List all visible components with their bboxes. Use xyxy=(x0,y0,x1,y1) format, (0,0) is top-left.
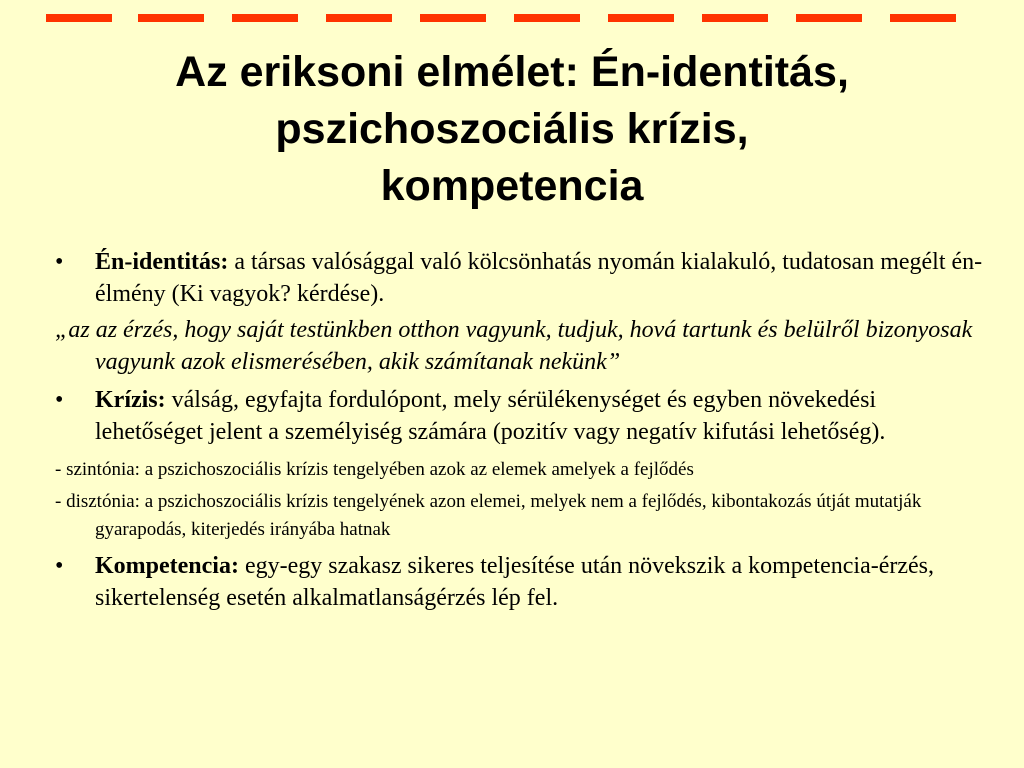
bullet-en-identitas xyxy=(55,246,985,310)
dash-1 xyxy=(46,14,112,22)
definition-krizis: válság, egyfajta fordulópont, mely sérülékenységet és egyben növekedési lehetőséget jelent a személyiség számára (pozitív vagy negatív kifutási lehetőség). xyxy=(95,387,886,445)
definition-en-identitas: a társas valósággal való kölcsönhatás nyomán kialakuló, tudatosan megélt én-élmény (Ki vagyok? kérdése). xyxy=(95,249,983,307)
slide-title-line-2: pszichoszociális krízis, xyxy=(275,105,749,153)
dash-6 xyxy=(514,14,580,22)
term-kompetencia: Kompetencia: xyxy=(95,553,239,579)
note-szintonia: - szintónia: a pszichoszociális krízis tengelyében azok az elemek amelyek a fejlődés xyxy=(55,459,694,480)
bullet-mark: • xyxy=(55,553,64,579)
slide-title-line-1: Az eriksoni elmélet: Én-identitás, xyxy=(175,48,849,96)
term-en-identitas: Én-identitás: xyxy=(95,249,229,275)
identity-quote: „az az érzés, hogy saját testünkben otthon vagyunk, tudjuk, hová tartunk és belülről bizonyosak vagyunk azok elismerésében, akik számítanak nekünk” xyxy=(55,317,973,375)
slide-title xyxy=(40,44,984,215)
dash-5 xyxy=(420,14,486,22)
slide-title-line-3: kompetencia xyxy=(380,162,644,210)
dash-9 xyxy=(796,14,862,22)
dash-4 xyxy=(326,14,392,22)
dash-8 xyxy=(702,14,768,22)
bullet-mark: • xyxy=(55,387,64,413)
decorative-dash-bar xyxy=(0,0,1024,30)
slide-body xyxy=(55,246,985,614)
definition-kompetencia: egy-egy szakasz sikeres teljesítése után növekszik a kompetencia-érzés, sikertelenség esetén alkalmatlanságérzés lép fel. xyxy=(95,553,935,611)
dash-2 xyxy=(138,14,204,22)
bullet-kompetencia xyxy=(55,550,985,614)
term-krizis: Krízis: xyxy=(95,387,166,413)
bullet-mark: • xyxy=(55,249,64,275)
dash-3 xyxy=(232,14,298,22)
dash-7 xyxy=(608,14,674,22)
note-disztonia: - disztónia: a pszichoszociális krízis tengelyének azon elemei, melyek nem a fejlődés, kibontakozás útját mutatják gyarapodás, kiterjedés irányába hatnak xyxy=(55,491,922,540)
bullet-krizis xyxy=(55,384,985,448)
dash-10 xyxy=(890,14,956,22)
